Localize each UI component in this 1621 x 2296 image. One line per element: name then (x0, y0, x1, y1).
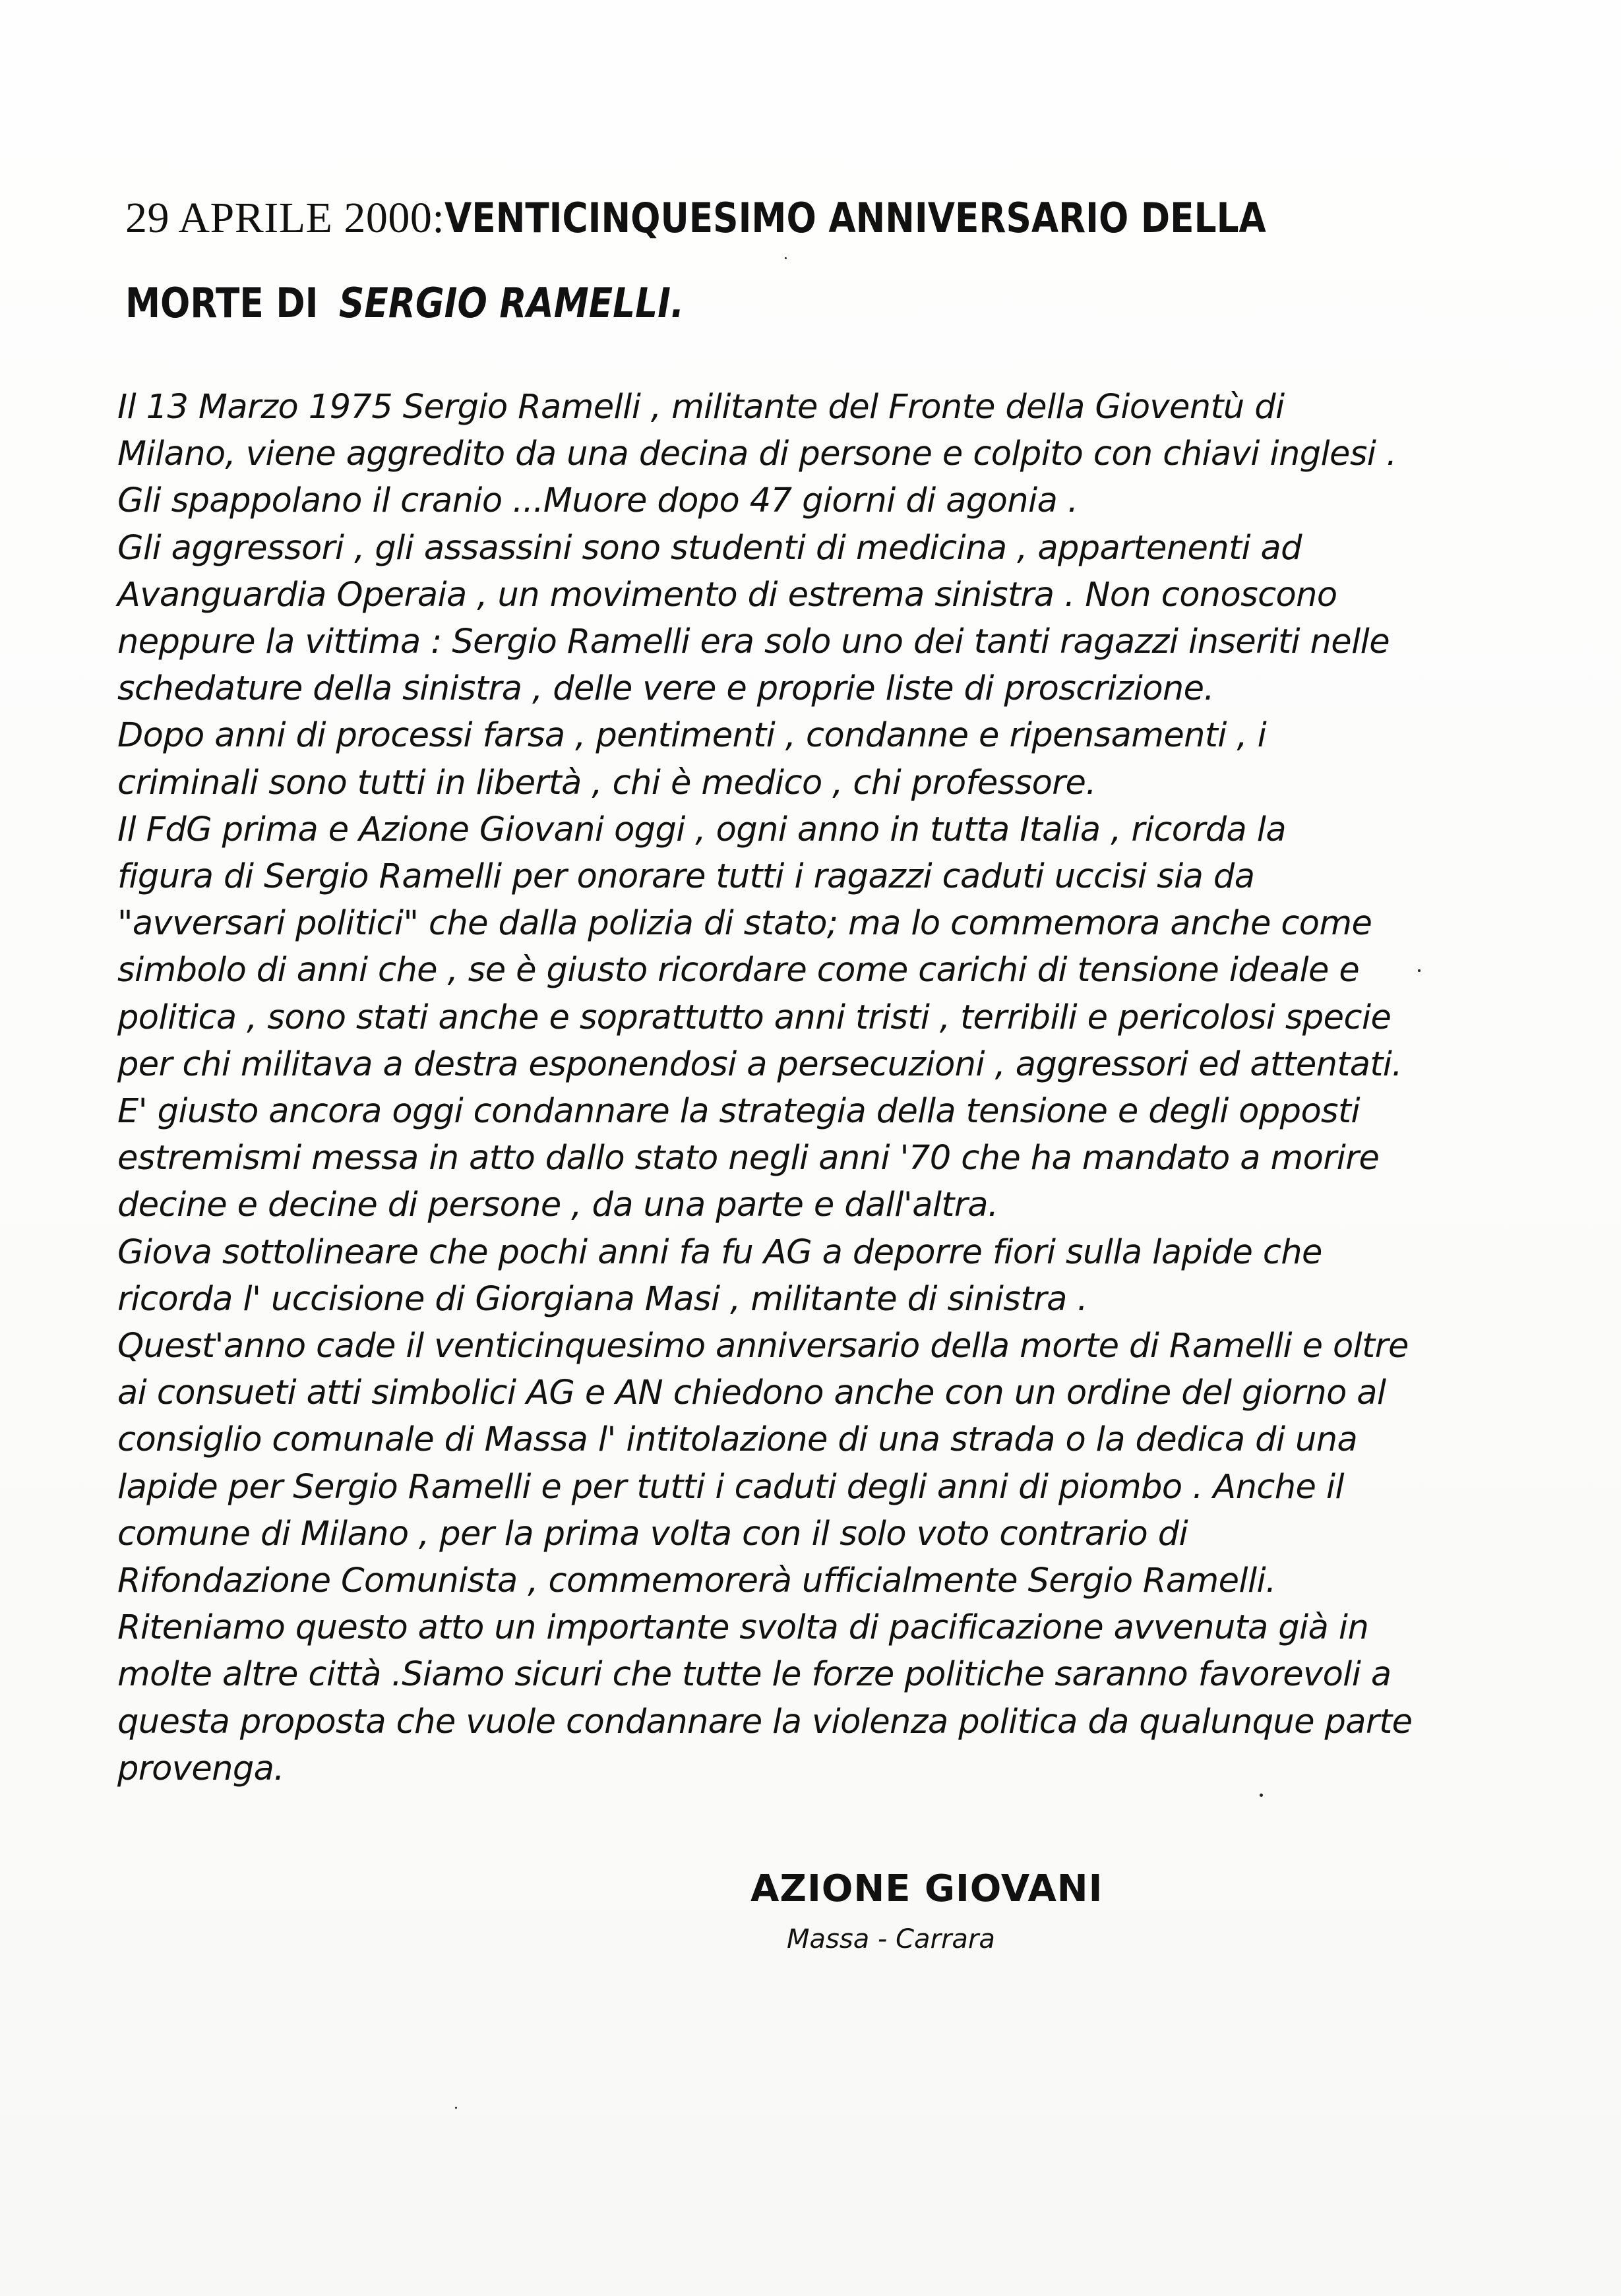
body-line: lapide per Sergio Ramelli e per tutti i caduti degli anni di piombo . Anche il (117, 1467, 1344, 1507)
body-line: estremismi messa in atto dallo stato negli anni '70 che ha mandato a morire (117, 1139, 1380, 1178)
headline-prefix: MORTE DI (125, 279, 319, 327)
body-line: Giova sottolineare che pochi anni fa fu AG a deporre fiori sulla lapide che (117, 1232, 1322, 1272)
body-line: politica , sono stati anche e soprattutto anni tristi , terribili e pericolosi specie (117, 998, 1392, 1037)
body-line: Milano, viene aggredito da una decina di persone e colpito con chiavi inglesi . (117, 435, 1397, 474)
body-line: figura di Sergio Ramelli per onorare tutti i ragazzi caduti uccisi sia da (117, 857, 1255, 897)
body-line: Gli aggressori , gli assassini sono studenti di medicina , appartenenti ad (117, 528, 1302, 568)
paper-speck (1418, 969, 1421, 972)
headline-date: 29 APRILE 2000: (125, 194, 445, 242)
body-line: molte altre città .Siamo sicuri che tutte le forze politiche saranno favorevoli a (117, 1655, 1392, 1695)
body-line: ricorda l' uccisione di Giorgiana Masi , militante di sinistra . (117, 1279, 1087, 1319)
body-line: E' giusto ancora oggi condannare la strategia della tensione e degli opposti (117, 1092, 1360, 1132)
headline-suffix: . (670, 279, 684, 327)
headline-name-text: SERGIO RAMELLI (338, 279, 671, 327)
body-line: consiglio comunale di Massa l' intitolazione di una strada o la dedica di una (117, 1420, 1358, 1460)
body-line: decine e decine di persone , da una parte e dall'altra. (117, 1186, 998, 1225)
body-line: Avanguardia Operaia , un movimento di estrema sinistra . Non conoscono (117, 575, 1337, 615)
body-line: Dopo anni di processi farsa , pentimenti , condanne e ripensamenti , i (117, 716, 1267, 756)
headline-line-2 (125, 266, 1444, 340)
body-line: simbolo di anni che , se è giusto ricordare come carichi di tensione ideale e (117, 951, 1360, 990)
paper-speck (455, 2107, 457, 2109)
headline (125, 181, 1444, 340)
headline-name (339, 266, 684, 340)
body-line: Il 13 Marzo 1975 Sergio Ramelli , militante del Fronte della Gioventù di (117, 388, 1285, 427)
body-line: schedature della sinistra , delle vere e proprie liste di proscrizione. (117, 669, 1215, 709)
body-line: criminali sono tutti in libertà , chi è medico , chi professore. (117, 763, 1096, 802)
body-paragraphs (117, 384, 1489, 1792)
body-line: Il FdG prima e Azione Giovani oggi , ogni anno in tutta Italia , ricorda la (117, 810, 1287, 849)
headline-line-1 (125, 181, 1444, 266)
body-line: ai consueti atti simbolici AG e AN chiedono anche con un ordine del giorno al (117, 1374, 1386, 1413)
body-line: Rifondazione Comunista , commemorerà ufficialmente Sergio Ramelli. (117, 1561, 1276, 1601)
paper-speck (1260, 1794, 1263, 1797)
body-line: "avversari politici" che dalla polizia di stato; ma lo commemora anche come (117, 904, 1372, 944)
body-line: comune di Milano , per la prima volta con il solo voto contrario di (117, 1514, 1188, 1554)
body-line: provenga. (117, 1749, 284, 1788)
body-line: questa proposta che vuole condannare la violenza politica da qualunque parte (117, 1702, 1413, 1741)
body-line: per chi militava a destra esponendosi a persecuzioni , aggressori ed attentati. (117, 1044, 1402, 1084)
body-line: Riteniamo questo atto un importante svolta di pacificazione avvenuta già in (117, 1608, 1369, 1648)
body-line: Gli spappolano il cranio ...Muore dopo 47 giorni di agonia . (117, 481, 1078, 521)
headline-title: VENTICINQUESIMO ANNIVERSARIO DELLA (444, 194, 1267, 242)
paper-speck (785, 257, 787, 259)
body-line: neppure la vittima : Sergio Ramelli era solo uno dei tanti ragazzi inseriti nelle (117, 622, 1390, 662)
body-line: Quest'anno cade il venticinquesimo anniversario della morte di Ramelli e oltre (117, 1327, 1409, 1366)
signature-location: Massa - Carrara (787, 1924, 995, 1954)
signature-organization: AZIONE GIOVANI (750, 1867, 1103, 1910)
